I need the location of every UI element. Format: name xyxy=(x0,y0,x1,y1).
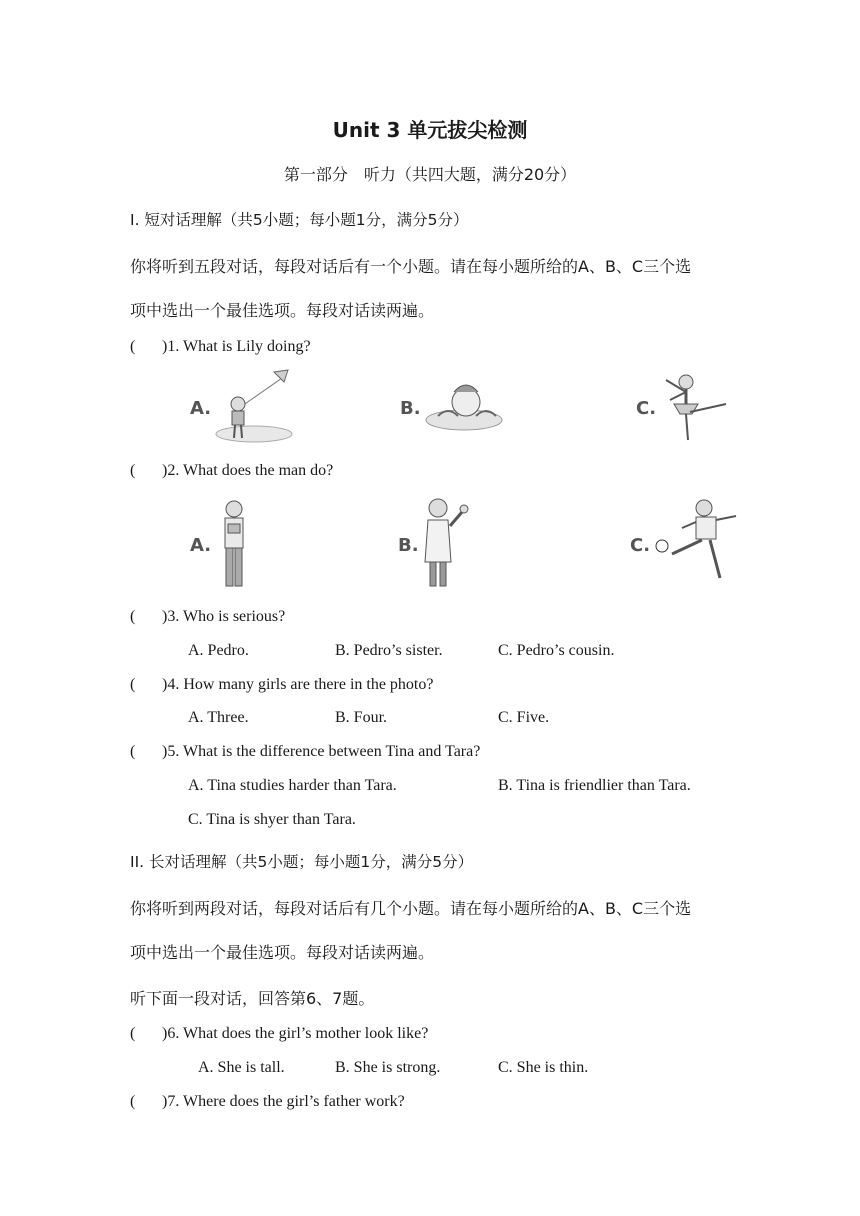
question-4 xyxy=(130,676,433,694)
q1-label-c: C. xyxy=(636,398,657,419)
answer-blank[interactable]: ( xyxy=(130,676,136,693)
girl-swimming-image xyxy=(424,376,504,434)
answer-blank[interactable]: ( xyxy=(130,462,136,479)
q1-label-b: B. xyxy=(400,398,421,419)
question-5-text: )5. What is the difference between Tina and Tara? xyxy=(162,743,481,760)
man-standing-with-book-image xyxy=(214,498,254,592)
answer-blank[interactable]: ( xyxy=(130,1093,136,1110)
man-kicking-ball-image xyxy=(652,498,744,586)
answer-blank[interactable]: ( xyxy=(130,608,136,625)
section1-instruction-line1: 你将听到五段对话，每段对话后有一个小题。请在每小题所给的A、B、C三个选 xyxy=(130,257,692,276)
q4-option-a[interactable]: A. Three. xyxy=(188,709,249,726)
q5-option-c[interactable]: C. Tina is shyer than Tara. xyxy=(188,811,356,828)
question-4-text: )4. How many girls are there in the photo? xyxy=(162,676,434,693)
section2-instruction-line2: 项中选出一个最佳选项。每段对话读两遍。 xyxy=(130,943,435,962)
section2-instruction-line1: 你将听到两段对话，每段对话后有几个小题。请在每小题所给的A、B、C三个选 xyxy=(130,899,692,918)
question-3 xyxy=(130,608,285,626)
question-2-text: )2. What does the man do? xyxy=(162,462,334,479)
question-3-text: )3. Who is serious? xyxy=(162,608,286,625)
q4-option-c[interactable]: C. Five. xyxy=(498,709,550,726)
q3-option-b[interactable]: B. Pedro’s sister. xyxy=(335,642,443,659)
q6-option-c[interactable]: C. She is thin. xyxy=(498,1059,589,1076)
section2-instruction-line3: 听下面一段对话，回答第6、7题。 xyxy=(130,989,375,1008)
answer-blank[interactable]: ( xyxy=(130,743,136,760)
q3-option-a[interactable]: A. Pedro. xyxy=(188,642,249,659)
q3-option-c[interactable]: C. Pedro’s cousin. xyxy=(498,642,615,659)
question-6 xyxy=(130,1025,428,1043)
page-title: Unit 3 单元拔尖检测 xyxy=(332,118,528,142)
question-1 xyxy=(130,338,311,356)
q2-label-a: A. xyxy=(190,535,212,556)
girl-flying-kite-image xyxy=(212,366,300,448)
q6-option-a[interactable]: A. She is tall. xyxy=(198,1059,285,1076)
q5-option-a[interactable]: A. Tina studies harder than Tara. xyxy=(188,777,397,794)
question-6-text: )6. What does the girl’s mother look like? xyxy=(162,1025,429,1042)
question-2 xyxy=(130,462,333,480)
answer-blank[interactable]: ( xyxy=(130,1025,136,1042)
q2-label-c: C. xyxy=(630,535,651,556)
q5-option-b[interactable]: B. Tina is friendlier than Tara. xyxy=(498,777,691,794)
q6-option-b[interactable]: B. She is strong. xyxy=(335,1059,441,1076)
girl-dancing-ballet-image xyxy=(656,370,732,444)
question-7-text: )7. Where does the girl’s father work? xyxy=(162,1093,405,1110)
doctor-waving-image xyxy=(418,496,472,590)
q2-label-b: B. xyxy=(398,535,419,556)
question-1-text: )1. What is Lily doing? xyxy=(162,338,311,355)
section2-heading: II. 长对话理解（共5小题；每小题1分，满分5分） xyxy=(130,853,474,871)
answer-blank[interactable]: ( xyxy=(130,338,136,355)
section1-heading: I. 短对话理解（共5小题；每小题1分，满分5分） xyxy=(130,211,469,229)
q4-option-b[interactable]: B. Four. xyxy=(335,709,388,726)
part-subtitle: 第一部分 听力（共四大题，满分20分） xyxy=(283,165,577,184)
question-7 xyxy=(130,1093,405,1111)
q1-label-a: A. xyxy=(190,398,212,419)
question-5 xyxy=(130,743,480,761)
section1-instruction-line2: 项中选出一个最佳选项。每段对话读两遍。 xyxy=(130,301,435,320)
